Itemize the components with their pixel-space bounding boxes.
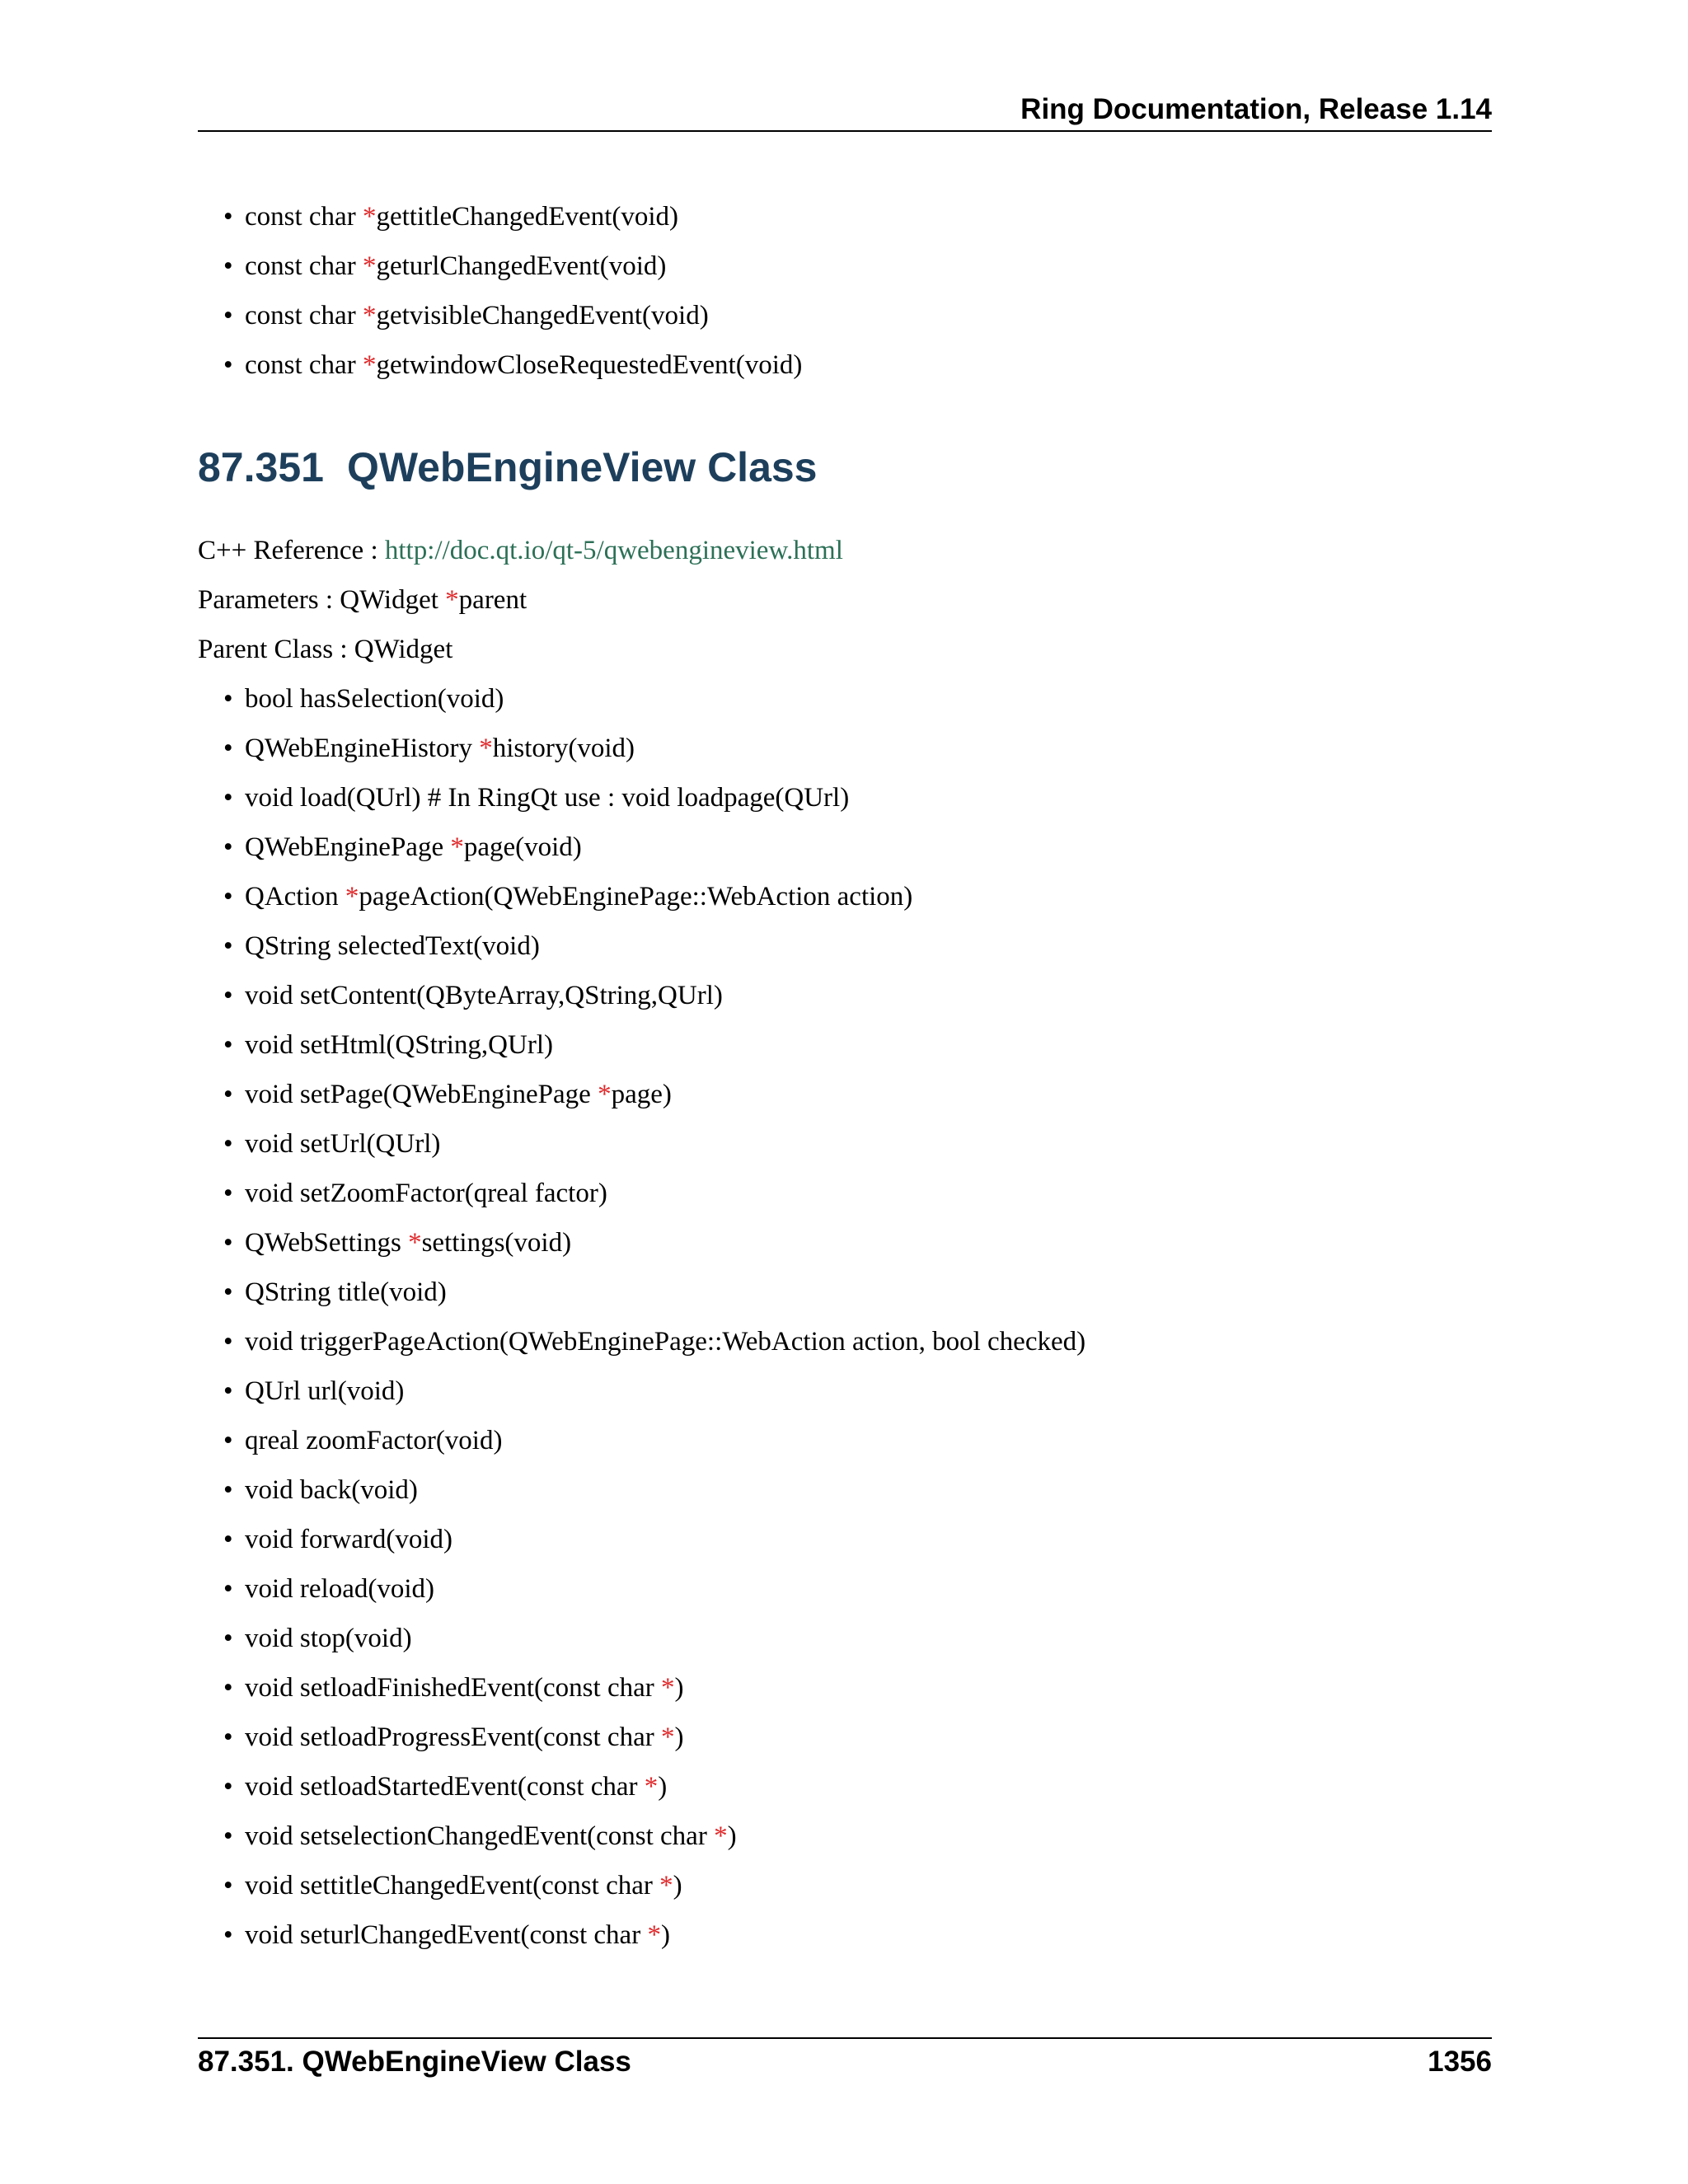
bullet-icon: •: [223, 1772, 233, 1802]
item-text: QWebEngineHistory: [245, 733, 480, 763]
item-text: void stop(void): [245, 1624, 412, 1653]
section-heading: [198, 443, 818, 491]
parameters-label: Parameters : QWidget: [198, 585, 446, 615]
bullet-icon: •: [223, 1327, 233, 1357]
item-text: QWebEnginePage: [245, 832, 451, 862]
top-list-item: [223, 349, 803, 382]
item-text: QString selectedText(void): [245, 931, 540, 961]
item-text-rest: pageAction(QWebEnginePage::WebAction action): [359, 882, 913, 912]
pointer-star: *: [408, 1228, 422, 1258]
item-text-rest: getvisibleChangedEvent(void): [376, 301, 709, 330]
item-text: void triggerPageAction(QWebEnginePage::WebAction action, bool checked): [245, 1327, 1086, 1357]
bullet-icon: •: [223, 981, 233, 1010]
bullet-icon: •: [223, 1624, 233, 1653]
method-list-item: [223, 930, 540, 963]
item-text: QString title(void): [245, 1277, 447, 1307]
method-list-item: [223, 1127, 441, 1160]
pointer-star: *: [362, 202, 377, 232]
item-text: const char: [245, 301, 363, 330]
bullet-icon: •: [223, 1475, 233, 1505]
bullet-icon: •: [223, 1673, 233, 1703]
item-text: QUrl url(void): [245, 1376, 405, 1406]
method-list-item: [223, 831, 582, 864]
bullet-icon: •: [223, 832, 233, 862]
footer-page-number: 1356: [1428, 2046, 1492, 2078]
method-list-item: [223, 1078, 672, 1111]
pointer-star: *: [362, 350, 377, 380]
parameters-line: [198, 583, 527, 616]
item-text-rest: page): [611, 1080, 672, 1109]
item-text-rest: ): [674, 1673, 684, 1703]
top-list-item: [223, 250, 667, 283]
bullet-icon: •: [223, 1722, 233, 1752]
item-text: const char: [245, 251, 363, 281]
pointer-star: *: [450, 832, 464, 862]
parent-class-line: Parent Class : QWidget: [198, 635, 453, 664]
top-list-item: [223, 200, 679, 233]
item-text: void seturlChangedEvent(const char: [245, 1920, 648, 1950]
pointer-star: *: [479, 733, 493, 763]
method-list-item: [223, 1424, 503, 1457]
item-text: void setPage(QWebEnginePage: [245, 1080, 598, 1109]
bullet-icon: •: [223, 1277, 233, 1307]
item-text: void load(QUrl) # In RingQt use : void loadpage(QUrl): [245, 783, 850, 813]
item-text: void setselectionChangedEvent(const char: [245, 1821, 715, 1851]
item-text-rest: history(void): [492, 733, 635, 763]
method-list-item: [223, 732, 635, 765]
item-text: void setContent(QByteArray,QString,QUrl): [245, 981, 723, 1010]
bullet-icon: •: [223, 783, 233, 813]
bullet-icon: •: [223, 1871, 233, 1900]
pointer-star: *: [345, 882, 359, 912]
item-text-rest: settings(void): [421, 1228, 572, 1258]
method-list-item: [223, 1820, 737, 1853]
pointer-star: *: [659, 1871, 673, 1900]
bullet-icon: •: [223, 1030, 233, 1060]
cpp-reference-line: [198, 534, 843, 567]
item-text: QWebSettings: [245, 1228, 409, 1258]
method-list-item: [223, 1869, 682, 1902]
method-list-item: [223, 1029, 553, 1062]
method-list-item: [223, 781, 850, 814]
section-title: QWebEngineView Class: [346, 444, 818, 490]
item-text: void reload(void): [245, 1574, 435, 1604]
bullet-icon: •: [223, 1129, 233, 1159]
pointer-star: *: [660, 1673, 675, 1703]
item-text: const char: [245, 350, 363, 380]
item-text-rest: ): [660, 1920, 670, 1950]
item-text: void setloadStartedEvent(const char: [245, 1772, 645, 1802]
bullet-icon: •: [223, 1525, 233, 1554]
bullet-icon: •: [223, 1920, 233, 1950]
bullet-icon: •: [223, 251, 233, 281]
running-header-title: Ring Documentation, Release 1.14: [1020, 93, 1492, 125]
bullet-icon: •: [223, 1426, 233, 1455]
item-text: void settitleChangedEvent(const char: [245, 1871, 660, 1900]
pointer-star: *: [598, 1080, 612, 1109]
item-text-rest: ): [658, 1772, 668, 1802]
item-text-rest: ): [673, 1871, 682, 1900]
bullet-icon: •: [223, 1574, 233, 1604]
method-list-item: [223, 1325, 1086, 1358]
bullet-icon: •: [223, 1228, 233, 1258]
item-text-rest: ): [727, 1821, 737, 1851]
bullet-icon: •: [223, 1179, 233, 1208]
parameters-star: *: [445, 585, 459, 615]
method-list-item: [223, 1770, 668, 1803]
pointer-star: *: [362, 301, 377, 330]
method-list-item: [223, 1177, 607, 1210]
pointer-star: *: [660, 1722, 675, 1752]
method-list-item: [223, 1474, 418, 1507]
bullet-icon: •: [223, 350, 233, 380]
method-list-item: [223, 1523, 453, 1556]
method-list-item: [223, 1622, 412, 1655]
method-list-item: [223, 1671, 684, 1704]
item-text: qreal zoomFactor(void): [245, 1426, 503, 1455]
cpp-reference-link[interactable]: http://doc.qt.io/qt-5/qwebengineview.html: [384, 536, 843, 565]
item-text: QAction: [245, 882, 345, 912]
bullet-icon: •: [223, 931, 233, 961]
bullet-icon: •: [223, 202, 233, 232]
item-text: bool hasSelection(void): [245, 684, 504, 714]
bullet-icon: •: [223, 882, 233, 912]
item-text-rest: getwindowCloseRequestedEvent(void): [376, 350, 803, 380]
pointer-star: *: [644, 1772, 659, 1802]
cpp-reference-label: C++ Reference :: [198, 536, 385, 565]
method-list-item: [223, 1721, 684, 1754]
section-number: 87.351: [198, 444, 324, 490]
bullet-icon: •: [223, 301, 233, 330]
header-rule: [198, 130, 1492, 132]
item-text-rest: gettitleChangedEvent(void): [376, 202, 679, 232]
item-text-rest: geturlChangedEvent(void): [376, 251, 667, 281]
method-list-item: [223, 979, 723, 1012]
item-text: void back(void): [245, 1475, 418, 1505]
method-list-item: [223, 1276, 447, 1309]
bullet-icon: •: [223, 733, 233, 763]
method-list-item: [223, 1375, 405, 1408]
item-text-rest: page(void): [463, 832, 582, 862]
item-text: void forward(void): [245, 1525, 453, 1554]
method-list-item: [223, 1572, 435, 1605]
method-list-item: [223, 1919, 670, 1952]
footer-section-label: 87.351. QWebEngineView Class: [198, 2046, 631, 2078]
bullet-icon: •: [223, 1821, 233, 1851]
bullet-icon: •: [223, 684, 233, 714]
parameters-value: parent: [458, 585, 528, 615]
pointer-star: *: [647, 1920, 661, 1950]
item-text-rest: ): [674, 1722, 684, 1752]
method-list-item: [223, 682, 504, 715]
method-list-item: [223, 1226, 572, 1259]
item-text: const char: [245, 202, 363, 232]
bullet-icon: •: [223, 1376, 233, 1406]
pointer-star: *: [362, 251, 377, 281]
item-text: void setZoomFactor(qreal factor): [245, 1179, 607, 1208]
footer-rule: [198, 2037, 1492, 2039]
item-text: void setHtml(QString,QUrl): [245, 1030, 553, 1060]
item-text: void setloadProgressEvent(const char: [245, 1722, 661, 1752]
method-list-item: [223, 880, 913, 913]
pointer-star: *: [714, 1821, 728, 1851]
top-list-item: [223, 299, 709, 332]
item-text: void setUrl(QUrl): [245, 1129, 441, 1159]
bullet-icon: •: [223, 1080, 233, 1109]
item-text: void setloadFinishedEvent(const char: [245, 1673, 661, 1703]
